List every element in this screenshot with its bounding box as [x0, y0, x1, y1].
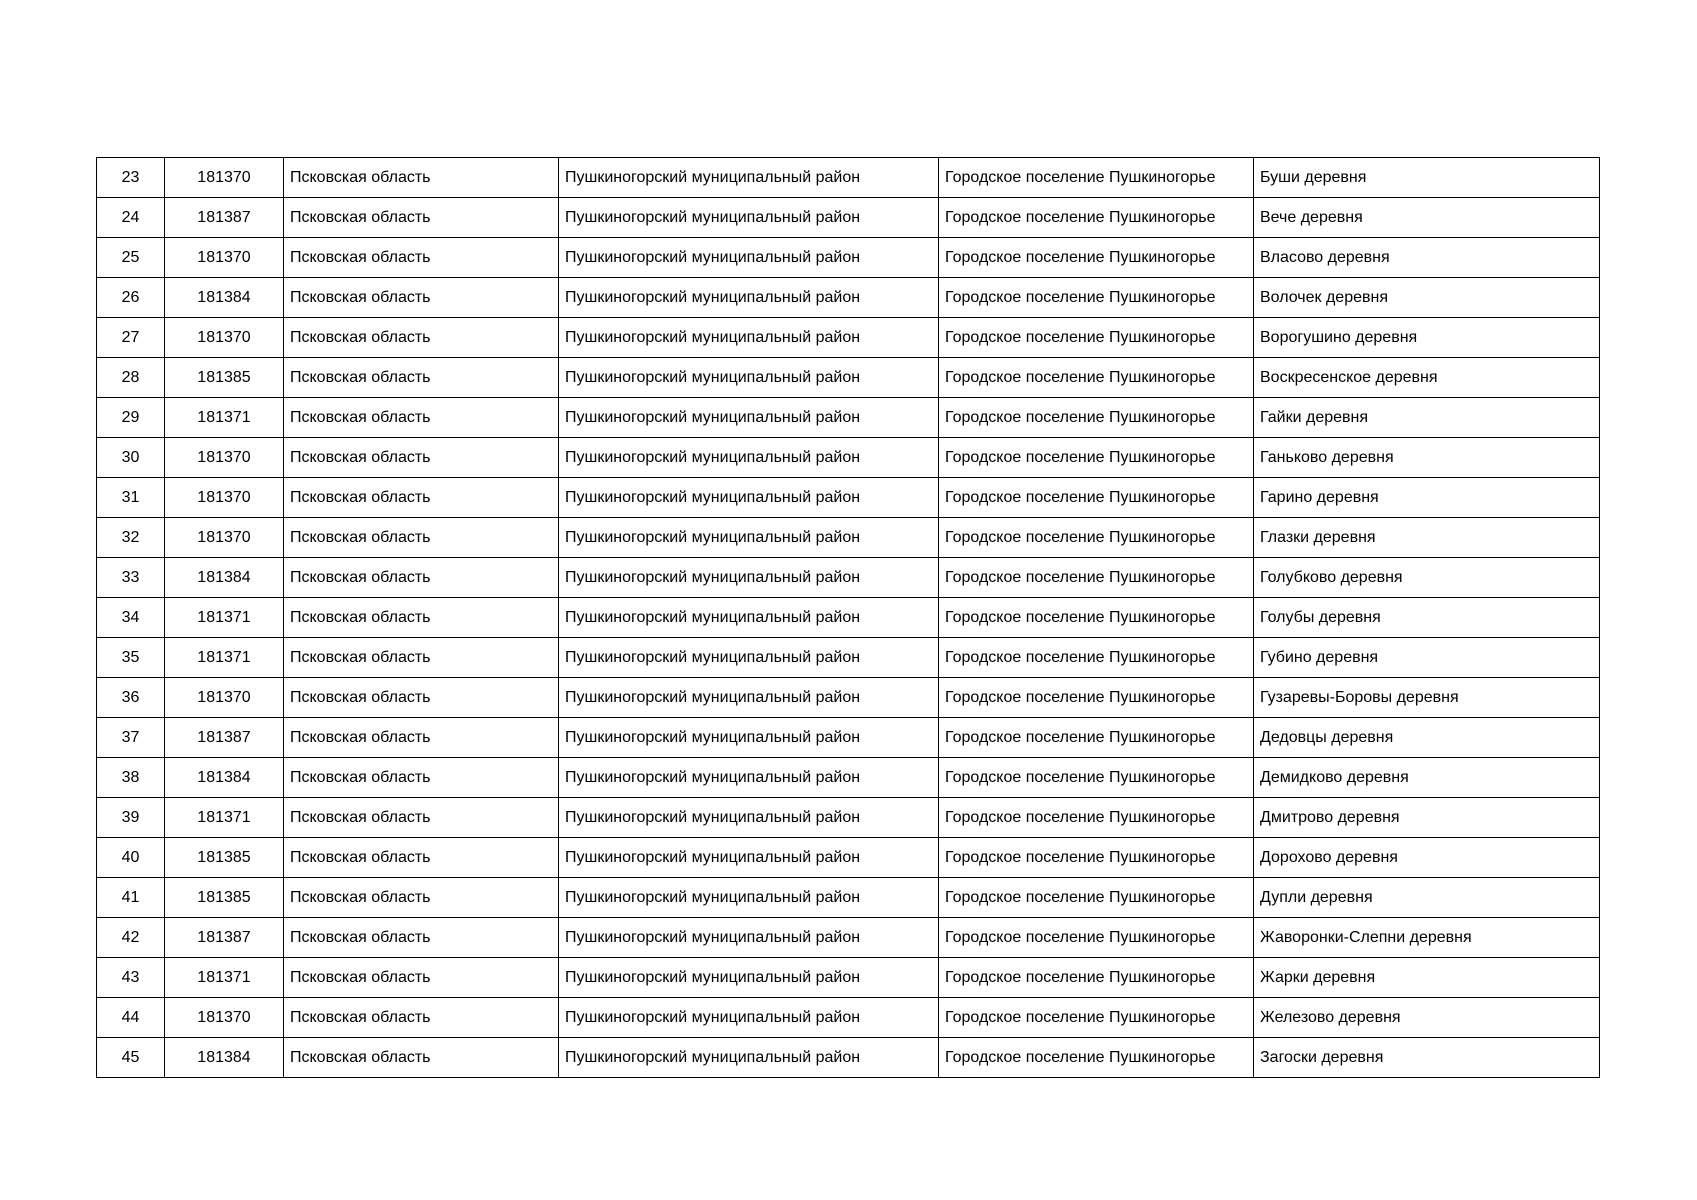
postal-code-cell: 181370: [165, 158, 284, 198]
locality-cell: Дорохово деревня: [1254, 838, 1600, 878]
district-cell: Пушкиногорский муниципальный район: [559, 598, 939, 638]
row-number-cell: 44: [97, 998, 165, 1038]
row-number-cell: 36: [97, 678, 165, 718]
settlement-cell: Городское поселение Пушкиногорье: [939, 798, 1254, 838]
address-table-body: [97, 158, 1600, 1078]
settlement-cell: Городское поселение Пушкиногорье: [939, 598, 1254, 638]
settlement-cell: Городское поселение Пушкиногорье: [939, 198, 1254, 238]
settlement-cell: Городское поселение Пушкиногорье: [939, 758, 1254, 798]
row-number-cell: 33: [97, 558, 165, 598]
postal-code-cell: 181371: [165, 398, 284, 438]
locality-cell: Загоски деревня: [1254, 1038, 1600, 1078]
region-cell: Псковская область: [284, 318, 559, 358]
postal-code-cell: 181370: [165, 678, 284, 718]
region-cell: Псковская область: [284, 998, 559, 1038]
region-cell: Псковская область: [284, 798, 559, 838]
locality-cell: Демидково деревня: [1254, 758, 1600, 798]
postal-code-cell: 181385: [165, 838, 284, 878]
postal-code-cell: 181384: [165, 558, 284, 598]
region-cell: Псковская область: [284, 718, 559, 758]
settlement-cell: Городское поселение Пушкиногорье: [939, 718, 1254, 758]
district-cell: Пушкиногорский муниципальный район: [559, 518, 939, 558]
district-cell: Пушкиногорский муниципальный район: [559, 158, 939, 198]
region-cell: Псковская область: [284, 558, 559, 598]
region-cell: Псковская область: [284, 878, 559, 918]
region-cell: Псковская область: [284, 678, 559, 718]
postal-code-cell: 181370: [165, 478, 284, 518]
postal-code-cell: 181370: [165, 518, 284, 558]
district-cell: Пушкиногорский муниципальный район: [559, 878, 939, 918]
district-cell: Пушкиногорский муниципальный район: [559, 998, 939, 1038]
locality-cell: Гайки деревня: [1254, 398, 1600, 438]
locality-cell: Гузаревы-Боровы деревня: [1254, 678, 1600, 718]
settlement-cell: Городское поселение Пушкиногорье: [939, 998, 1254, 1038]
table-row: [97, 998, 1600, 1038]
district-cell: Пушкиногорский муниципальный район: [559, 198, 939, 238]
postal-code-cell: 181370: [165, 998, 284, 1038]
settlement-cell: Городское поселение Пушкиногорье: [939, 558, 1254, 598]
table-row: [97, 598, 1600, 638]
region-cell: Псковская область: [284, 238, 559, 278]
row-number-cell: 38: [97, 758, 165, 798]
region-cell: Псковская область: [284, 1038, 559, 1078]
district-cell: Пушкиногорский муниципальный район: [559, 758, 939, 798]
table-row: [97, 478, 1600, 518]
district-cell: Пушкиногорский муниципальный район: [559, 838, 939, 878]
row-number-cell: 27: [97, 318, 165, 358]
table-row: [97, 1038, 1600, 1078]
settlement-cell: Городское поселение Пушкиногорье: [939, 278, 1254, 318]
table-row: [97, 878, 1600, 918]
table-row: [97, 558, 1600, 598]
region-cell: Псковская область: [284, 278, 559, 318]
region-cell: Псковская область: [284, 478, 559, 518]
postal-code-cell: 181387: [165, 718, 284, 758]
row-number-cell: 29: [97, 398, 165, 438]
table-row: [97, 798, 1600, 838]
table-row: [97, 278, 1600, 318]
district-cell: Пушкиногорский муниципальный район: [559, 558, 939, 598]
postal-code-cell: 181385: [165, 878, 284, 918]
table-row: [97, 398, 1600, 438]
table-row: [97, 158, 1600, 198]
locality-cell: Губино деревня: [1254, 638, 1600, 678]
region-cell: Псковская область: [284, 438, 559, 478]
district-cell: Пушкиногорский муниципальный район: [559, 958, 939, 998]
row-number-cell: 40: [97, 838, 165, 878]
postal-code-cell: 181370: [165, 438, 284, 478]
table-row: [97, 758, 1600, 798]
district-cell: Пушкиногорский муниципальный район: [559, 918, 939, 958]
table-row: [97, 358, 1600, 398]
district-cell: Пушкиногорский муниципальный район: [559, 318, 939, 358]
locality-cell: Гарино деревня: [1254, 478, 1600, 518]
district-cell: Пушкиногорский муниципальный район: [559, 798, 939, 838]
settlement-cell: Городское поселение Пушкиногорье: [939, 958, 1254, 998]
settlement-cell: Городское поселение Пушкиногорье: [939, 1038, 1254, 1078]
district-cell: Пушкиногорский муниципальный район: [559, 398, 939, 438]
settlement-cell: Городское поселение Пушкиногорье: [939, 238, 1254, 278]
row-number-cell: 41: [97, 878, 165, 918]
region-cell: Псковская область: [284, 398, 559, 438]
district-cell: Пушкиногорский муниципальный район: [559, 1038, 939, 1078]
row-number-cell: 26: [97, 278, 165, 318]
table-row: [97, 638, 1600, 678]
locality-cell: Голубы деревня: [1254, 598, 1600, 638]
locality-cell: Голубково деревня: [1254, 558, 1600, 598]
postal-code-cell: 181385: [165, 358, 284, 398]
table-row: [97, 718, 1600, 758]
locality-cell: Воскресенское деревня: [1254, 358, 1600, 398]
table-row: [97, 958, 1600, 998]
locality-cell: Дедовцы деревня: [1254, 718, 1600, 758]
region-cell: Псковская область: [284, 158, 559, 198]
region-cell: Псковская область: [284, 358, 559, 398]
postal-code-cell: 181370: [165, 318, 284, 358]
locality-cell: Волочек деревня: [1254, 278, 1600, 318]
district-cell: Пушкиногорский муниципальный район: [559, 278, 939, 318]
locality-cell: Жаворонки-Слепни деревня: [1254, 918, 1600, 958]
postal-code-cell: 181384: [165, 278, 284, 318]
locality-cell: Дупли деревня: [1254, 878, 1600, 918]
district-cell: Пушкиногорский муниципальный район: [559, 718, 939, 758]
row-number-cell: 37: [97, 718, 165, 758]
postal-code-cell: 181371: [165, 598, 284, 638]
locality-cell: Ганьково деревня: [1254, 438, 1600, 478]
district-cell: Пушкиногорский муниципальный район: [559, 238, 939, 278]
settlement-cell: Городское поселение Пушкиногорье: [939, 518, 1254, 558]
row-number-cell: 39: [97, 798, 165, 838]
settlement-cell: Городское поселение Пушкиногорье: [939, 838, 1254, 878]
settlement-cell: Городское поселение Пушкиногорье: [939, 438, 1254, 478]
postal-code-cell: 181384: [165, 1038, 284, 1078]
postal-code-cell: 181371: [165, 798, 284, 838]
table-row: [97, 318, 1600, 358]
row-number-cell: 24: [97, 198, 165, 238]
locality-cell: Власово деревня: [1254, 238, 1600, 278]
locality-cell: Жарки деревня: [1254, 958, 1600, 998]
settlement-cell: Городское поселение Пушкиногорье: [939, 918, 1254, 958]
row-number-cell: 32: [97, 518, 165, 558]
region-cell: Псковская область: [284, 838, 559, 878]
region-cell: Псковская область: [284, 958, 559, 998]
row-number-cell: 31: [97, 478, 165, 518]
region-cell: Псковская область: [284, 518, 559, 558]
district-cell: Пушкиногорский муниципальный район: [559, 438, 939, 478]
region-cell: Псковская область: [284, 918, 559, 958]
district-cell: Пушкиногорский муниципальный район: [559, 478, 939, 518]
row-number-cell: 23: [97, 158, 165, 198]
settlement-cell: Городское поселение Пушкиногорье: [939, 678, 1254, 718]
postal-code-cell: 181384: [165, 758, 284, 798]
settlement-cell: Городское поселение Пушкиногорье: [939, 398, 1254, 438]
locality-cell: Буши деревня: [1254, 158, 1600, 198]
region-cell: Псковская область: [284, 598, 559, 638]
postal-code-cell: 181387: [165, 198, 284, 238]
locality-cell: Глазки деревня: [1254, 518, 1600, 558]
table-row: [97, 518, 1600, 558]
table-row: [97, 678, 1600, 718]
address-table: [96, 157, 1600, 1078]
row-number-cell: 43: [97, 958, 165, 998]
table-row: [97, 438, 1600, 478]
district-cell: Пушкиногорский муниципальный район: [559, 678, 939, 718]
postal-code-cell: 181371: [165, 958, 284, 998]
settlement-cell: Городское поселение Пушкиногорье: [939, 638, 1254, 678]
settlement-cell: Городское поселение Пушкиногорье: [939, 358, 1254, 398]
region-cell: Псковская область: [284, 198, 559, 238]
locality-cell: Ворогушино деревня: [1254, 318, 1600, 358]
table-row: [97, 918, 1600, 958]
table-row: [97, 198, 1600, 238]
locality-cell: Железово деревня: [1254, 998, 1600, 1038]
settlement-cell: Городское поселение Пушкиногорье: [939, 478, 1254, 518]
district-cell: Пушкиногорский муниципальный район: [559, 358, 939, 398]
postal-code-cell: 181387: [165, 918, 284, 958]
locality-cell: Вече деревня: [1254, 198, 1600, 238]
region-cell: Псковская область: [284, 638, 559, 678]
settlement-cell: Городское поселение Пушкиногорье: [939, 158, 1254, 198]
row-number-cell: 35: [97, 638, 165, 678]
row-number-cell: 30: [97, 438, 165, 478]
row-number-cell: 34: [97, 598, 165, 638]
row-number-cell: 42: [97, 918, 165, 958]
district-cell: Пушкиногорский муниципальный район: [559, 638, 939, 678]
settlement-cell: Городское поселение Пушкиногорье: [939, 878, 1254, 918]
table-row: [97, 838, 1600, 878]
table-row: [97, 238, 1600, 278]
postal-code-cell: 181371: [165, 638, 284, 678]
row-number-cell: 45: [97, 1038, 165, 1078]
row-number-cell: 28: [97, 358, 165, 398]
postal-code-cell: 181370: [165, 238, 284, 278]
row-number-cell: 25: [97, 238, 165, 278]
locality-cell: Дмитрово деревня: [1254, 798, 1600, 838]
settlement-cell: Городское поселение Пушкиногорье: [939, 318, 1254, 358]
region-cell: Псковская область: [284, 758, 559, 798]
